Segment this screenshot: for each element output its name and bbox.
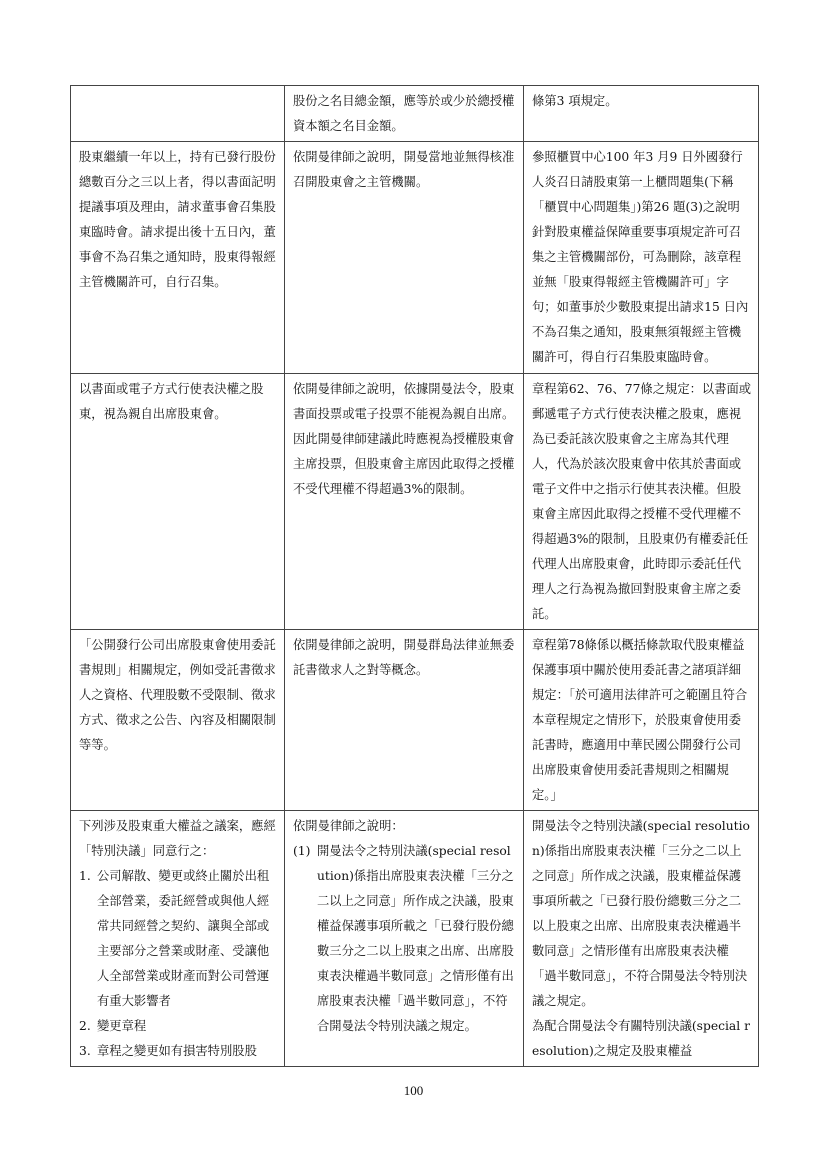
table-cell [285,374,524,630]
table-cell: 章程第62、76、77條之規定：以書面或郵遞電子方式行使表決權之股東，應視為已委託該次股東會之主席為其代理人，代為於該次股東會中依其於書面或電子文件中之指示行使其表決權。但股東會主席因此取得之授權不受代理權不得超過3%的限制，且股東仍有權委託任代理人出席股東會，此時即示委託任代理人之行為視為撤回對股東會主席之委託。 [524,374,759,630]
paragraph: 依開曼律師之說明： [293,819,404,833]
list-item [79,864,278,1014]
document-page [70,85,758,1067]
comparison-table [70,85,759,1067]
numbered-list [79,864,278,1064]
table-row [71,811,759,1067]
table-cell [524,811,759,1067]
table-cell: 參照櫃買中心100 年3 月9 日外國發行人炎召日請股東第一上櫃問題集(下稱「櫃買中心問題集」)第26 題(3)之說明針對股東權益保障重要事項規定許可召集之主管機關部份，可為刪除，該章程並無「股東得報經主管機關許可」字句；如董事於少數股東提出請求15 日內不為召集之通知，股東無須報經主管機關許可，得自行召集股東臨時會。 [524,142,759,374]
list-item [79,1039,278,1064]
table-cell: 依開曼律師之說明，開曼群島法律並無委託書徵求人之對等概念。 [285,630,524,811]
page-number: 100 [403,1083,424,1098]
numbered-list [293,839,517,1039]
table-row [71,86,759,142]
list-text: 公司解散、變更或終止關於出租全部營業，委託經營或與他人經常共同經營之契約、讓與全部或主要部分之營業或財產、受讓他人全部營業或財產而對公司營運有重大影響者 [97,869,270,1008]
table-row [71,630,759,811]
table-cell: 依開曼律師之說明，開曼當地並無得核准召開股東會之主管機關。 [285,142,524,374]
table-row [71,374,759,630]
paragraph: 因此開曼律師建議此時應視為授權股東會主席投票，但股東會主席因此取得之授權不受代理權不得超過3%的限制。 [293,432,515,496]
paragraph: 開曼法令之特別決議(special resolution)係指出席股東表決權「三分之二以上之同意」所作成之決議，股東權益保護事項所載之「已發行股份總數三分之二以上股東之出席、出席股東表決權過半數同意」之情形僅有出席股東表決權「過半數同意」，不符合開曼法令特別決議之規定。 [532,819,750,1008]
table-cell: 以書面或電子方式行使表決權之股東，視為親自出席股東會。 [71,374,285,630]
table-cell: 條第3 項規定。 [524,86,759,142]
table-row [71,142,759,374]
list-text: 變更章程 [97,1019,147,1033]
table-cell [285,811,524,1067]
list-item [293,839,517,1039]
list-number: 1. [79,869,91,883]
list-number: 2. [79,1019,91,1033]
list-number: (1) [293,844,311,858]
table-cell: 章程第78條係以概括條款取代股東權益保護事項中關於使用委託書之諸項詳細規定：「於可適用法律許可之範圍且符合本章程規定之情形下，於股東會使用委託書時，應適用中華民國公開發行公司出席股東會使用委託書規則之相關規定。」 [524,630,759,811]
list-number: 3. [79,1044,91,1058]
paragraph: 依開曼律師之說明，依據開曼法令，股東書面投票或電子投票不能視為親自出席。 [293,382,515,421]
table-cell [71,811,285,1067]
list-item [79,1014,278,1039]
table-cell: 「公開發行公司出席股東會使用委託書規則」相關規定，例如受託書徵求人之資格、代理股數不受限制、徵求方式、徵求之公告、內容及相關限制等等。 [71,630,285,811]
table-cell [71,86,285,142]
table-cell: 股東繼續一年以上，持有已發行股份總數百分之三以上者，得以書面記明提議事項及理由，請求董事會召集股東臨時會。請求提出後十五日內，董事會不為召集之通知時，股東得報經主管機關許可，自行召集。 [71,142,285,374]
list-text: 開曼法令之特別決議(special resolution)係指出席股東表決權「三分之二以上之同意」所作成之決議，股東權益保護事項所載之「已發行股份總數三分之二以上股東之出席、出席股東表決權過半數同意」之情形僅有出席股東表決權「過半數同意」，不符合開曼法令特別決議之規定。 [317,844,514,1033]
list-text: 章程之變更如有損害特別股股 [97,1044,257,1058]
paragraph: 下列涉及股東重大權益之議案，應經「特別決議」同意行之： [79,819,276,858]
table-cell: 股份之名目總金額，應等於或少於總授權資本額之名目金額。 [285,86,524,142]
paragraph: 為配合開曼法令有關特別決議(special resolution)之規定及股東權益 [532,1019,750,1058]
